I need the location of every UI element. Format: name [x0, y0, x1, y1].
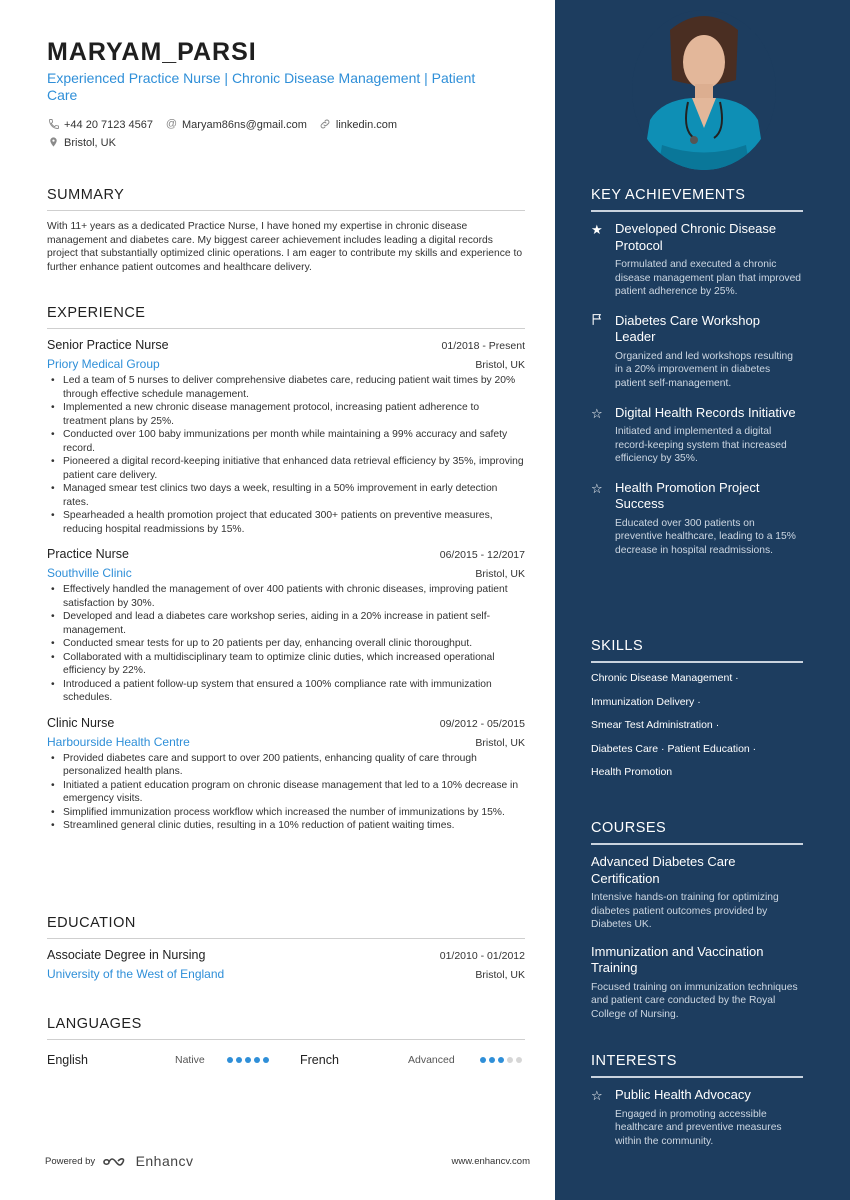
proficiency-dot [480, 1057, 486, 1063]
star-outline-icon: ☆ [591, 480, 603, 496]
profile-photo [632, 10, 776, 170]
course-desc: Focused training on immunization techniques and patient care conducted by the Royal College of Nursing. [591, 981, 798, 1020]
headline: Experienced Practice Nurse | Chronic Disease Management | Patient Care [47, 70, 476, 103]
job-company: Harbourside Health Centre [47, 734, 190, 749]
education-location: Bristol, UK [475, 969, 525, 981]
contact-info [47, 116, 517, 152]
bullet-item: • Conducted over 100 baby immunizations per month while maintaining a 99% accuracy and safety record. [47, 428, 525, 455]
job-dates: 09/2012 - 05/2015 [439, 717, 525, 730]
location-contact [47, 136, 116, 149]
languages-section [47, 1016, 525, 1067]
bullet-item: • Managed smear test clinics two days a week, resulting in a 50% improvement in early detection rates. [47, 482, 525, 509]
bullet-item: • Initiated a patient education program on chronic disease management that led to a 10% decrease in emergency visits. [47, 779, 525, 806]
footer-url[interactable]: www.enhancv.com [451, 1155, 530, 1167]
languages-row [47, 1053, 525, 1067]
proficiency-dot [516, 1057, 522, 1063]
achievement-title: Diabetes Care Workshop Leader [615, 312, 760, 345]
experience-section [47, 305, 525, 833]
location-text: Bristol, UK [64, 136, 116, 149]
bullet-item: • Implemented a new chronic disease management protocol, increasing patient adherence to treatment plans by 25%. [47, 401, 525, 428]
star-outline-icon: ☆ [591, 405, 603, 421]
achievement-item [591, 480, 803, 558]
course-title: Immunization and Vaccination Training [591, 943, 764, 976]
courses-section [591, 820, 803, 1022]
link-icon [319, 118, 332, 131]
bullet-item: • Streamlined general clinic duties, resulting in a 10% reduction of patient waiting times. [47, 819, 525, 833]
bullet-item: • Effectively handled the management of over 400 patients with chronic diseases, improving patient satisfaction by 30%. [47, 583, 525, 610]
job-title: Practice Nurse [47, 547, 129, 561]
proficiency-dot [498, 1057, 504, 1063]
proficiency-dot [236, 1057, 242, 1063]
bullet-item: • Introduced a patient follow-up system that ensured a 100% compliance rate with immunization schedules. [47, 678, 525, 705]
proficiency-dot [245, 1057, 251, 1063]
bullet-item: • Spearheaded a health promotion project that educated 300+ patients on preventive measures, reducing hospital readmissions by 15%. [47, 509, 525, 536]
brand-name: Enhancv [135, 1153, 194, 1169]
interest-desc: Engaged in promoting accessible healthcare and preventive measures within the community. [615, 1108, 782, 1147]
proficiency-dot [227, 1057, 233, 1063]
job-company: Priory Medical Group [47, 357, 160, 371]
infinity-icon [101, 1155, 131, 1169]
interest-title: Public Health Advocacy [615, 1087, 751, 1102]
job-entry [47, 716, 525, 833]
achievement-desc: Formulated and executed a chronic disease management plan that improved patient adherence by 25%. [615, 259, 802, 298]
skill-item: Immunization Delivery · [591, 695, 701, 708]
job-bullets [47, 752, 525, 833]
achievement-title: Digital Health Records Initiative [615, 404, 796, 420]
star-outline-icon: ☆ [591, 1088, 603, 1103]
job-location: Bristol, UK [475, 359, 525, 371]
education-heading: EDUCATION [47, 915, 525, 939]
skills-heading: SKILLS [591, 638, 803, 663]
proficiency-dot [254, 1057, 260, 1063]
proficiency-dot [263, 1057, 269, 1063]
flag-icon [591, 313, 615, 391]
footer [45, 1153, 530, 1169]
achievement-item [591, 221, 803, 299]
skill-item: Smear Test Administration · [591, 719, 720, 731]
at-icon: @ [165, 118, 178, 130]
location-pin-icon [47, 136, 60, 149]
job-title: Senior Practice Nurse [47, 338, 169, 352]
job-bullets [47, 583, 525, 705]
language-name: English [47, 1053, 88, 1067]
summary-text: With 11+ years as a dedicated Practice Nurse, I have honed my expertise in chronic disease management and diabetes care. My biggest career achievement includes leading a digital records project that substantially optimized clinic operations. I am eager to contribute my skills and experience to further enhance patient outcomes and healthcare delivery. [47, 221, 523, 273]
languages-heading: LANGUAGES [47, 1016, 525, 1040]
summary-heading: SUMMARY [47, 187, 525, 211]
education-section [47, 915, 525, 981]
powered-by [45, 1153, 194, 1169]
star-filled-icon: ★ [591, 222, 603, 237]
summary-section [47, 187, 525, 274]
linkedin-link: linkedin.com [335, 118, 398, 131]
job-entry [47, 547, 525, 705]
bullet-item: • Provided diabetes care and support to over 200 patients, enhancing quality of care through personalized health plans. [47, 752, 525, 779]
language-level: Advanced [408, 1054, 455, 1066]
bullet-item: • Pioneered a digital record-keeping initiative that enhanced data retrieval efficiency by 35%, improving patient care delivery. [47, 455, 525, 482]
language-proficiency-dots [480, 1057, 525, 1063]
job-dates: 01/2018 - Present [441, 340, 525, 352]
achievement-title: Developed Chronic Disease Protocol [615, 221, 777, 253]
email-address: Maryam86ns@gmail.com [182, 118, 307, 131]
bullet-item: • Collaborated with a multidisciplinary team to optimize clinic duties, which increased operational efficiency by 22%. [47, 651, 525, 678]
job-dates: 06/2015 - 12/2017 [439, 549, 525, 561]
achievement-desc: Initiated and implemented a digital record-keeping system that increased efficiency by 35%. [615, 426, 787, 465]
achievement-desc: Educated over 300 patients on preventive healthcare, leading to a 15% decrease in hospital readmissions. [615, 517, 796, 557]
achievement-item [591, 313, 803, 391]
skill-item: Health Promotion [591, 766, 673, 778]
school-name: University of the West of England [47, 967, 225, 981]
linkedin-contact[interactable] [319, 118, 397, 131]
language-proficiency-dots [227, 1057, 300, 1063]
language-level: Native [175, 1054, 205, 1066]
interests-heading: INTERESTS [591, 1053, 803, 1078]
course-desc: Intensive hands-on training for optimizing diabetes patient outcomes provided by Diabetes UK. [591, 892, 779, 931]
skills-section [591, 638, 803, 780]
experience-heading: EXPERIENCE [47, 305, 525, 329]
proficiency-dot [507, 1057, 513, 1063]
bullet-item: • Developed and lead a diabetes care workshop series, aiding in a 20% increase in patient self-management. [47, 610, 525, 637]
achievements-heading: KEY ACHIEVEMENTS [591, 187, 803, 212]
interests-section [591, 1053, 803, 1148]
courses-heading: COURSES [591, 820, 803, 845]
email-contact[interactable] [165, 118, 307, 131]
achievement-item [591, 405, 803, 466]
sidebar [555, 0, 850, 1200]
job-title: Clinic Nurse [47, 715, 115, 730]
job-bullets [47, 374, 525, 536]
skill-item: Chronic Disease Management · [591, 672, 739, 684]
achievement-desc: Organized and led workshops resulting in a 20% improvement in diabetes patient self-management. [615, 350, 794, 389]
bullet-item: • Simplified immunization process workflow which increased the number of immunizations by 15%. [47, 806, 525, 820]
education-dates: 01/2010 - 01/2012 [439, 950, 525, 962]
candidate-name: MARYAM_PARSI [47, 38, 257, 66]
skill-item: Diabetes Care · Patient Education · [591, 742, 757, 755]
language-name: French [300, 1053, 339, 1067]
achievement-title: Health Promotion Project Success [615, 479, 760, 512]
job-entry [47, 338, 525, 536]
course-title: Advanced Diabetes Care Certification [591, 854, 736, 886]
education-entry [47, 948, 525, 981]
achievements-section [591, 187, 803, 558]
powered-by-label: Powered by [45, 1155, 96, 1167]
proficiency-dot [489, 1057, 495, 1063]
phone-contact[interactable] [47, 118, 153, 131]
bullet-item: • Conducted smear tests for up to 20 patients per day, enhancing overall clinic thoroughput. [47, 637, 525, 651]
enhancv-logo[interactable] [101, 1153, 193, 1169]
phone-number: +44 20 7123 4567 [64, 118, 154, 131]
job-location: Bristol, UK [475, 568, 525, 580]
course-item [591, 854, 803, 932]
interest-item [591, 1087, 803, 1148]
degree-title: Associate Degree in Nursing [47, 948, 206, 962]
job-company: Southville Clinic [47, 566, 132, 580]
job-location: Bristol, UK [475, 736, 525, 749]
phone-icon [47, 118, 60, 131]
bullet-item: • Led a team of 5 nurses to deliver comprehensive diabetes care, reducing patient wait times by 20% through effective schedule management. [47, 374, 525, 401]
course-item [591, 944, 803, 1022]
